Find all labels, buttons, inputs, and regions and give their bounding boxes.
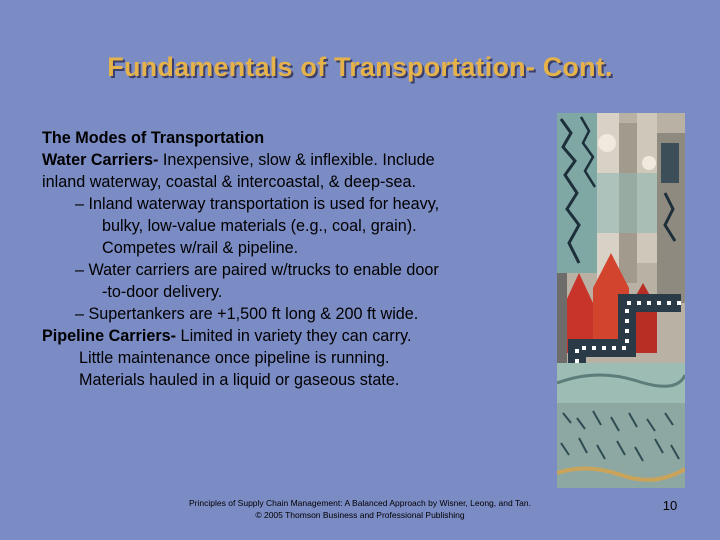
body-line-6-text: Competes w/rail & pipeline. (102, 239, 299, 257)
illustration-svg (557, 113, 685, 488)
body-line-6 (42, 237, 562, 259)
body-line-1-bold: The Modes of Transportation (42, 129, 265, 147)
body-line-10-bold: Pipeline Carriers- (42, 327, 177, 345)
footer-line-2: © 2005 Thomson Business and Professional Publishing (255, 510, 465, 520)
body-line-3-text: inland waterway, coastal & intercoastal, & deep-sea. (42, 173, 417, 191)
body-line-1 (42, 127, 562, 149)
body-line-9 (42, 303, 562, 325)
body-line-2-bold: Water Carriers- (42, 151, 159, 169)
body-line-7 (42, 259, 562, 281)
body-line-7-text: – Water carriers are paired w/trucks to enable door (75, 261, 439, 279)
body-line-9-text: – Supertankers are +1,500 ft long & 200 ft wide. (75, 305, 419, 323)
slide-body (42, 127, 562, 391)
body-line-8-text: -to-door delivery. (102, 283, 223, 301)
body-line-5-text: bulky, low-value materials (e.g., coal, grain). (102, 217, 417, 235)
body-line-10-text: Limited in variety they can carry. (176, 327, 412, 345)
footer-citation (120, 497, 600, 521)
body-line-2 (42, 149, 562, 171)
slide-title: Fundamentals of Transportation- Cont. (107, 52, 613, 82)
body-line-11 (42, 347, 562, 369)
page-number: 10 (662, 498, 678, 513)
body-line-4 (42, 193, 562, 215)
body-line-11-text: Little maintenance once pipeline is running. (79, 349, 390, 367)
body-line-3 (42, 171, 562, 193)
body-line-12 (42, 369, 562, 391)
body-line-2-text: Inexpensive, slow & inflexible. Include (158, 151, 435, 169)
body-line-4-text: – Inland waterway transportation is used for heavy, (75, 195, 440, 213)
body-line-12-text: Materials hauled in a liquid or gaseous state. (79, 371, 400, 389)
body-line-8 (42, 281, 562, 303)
body-line-5 (42, 215, 562, 237)
body-line-10 (42, 325, 562, 347)
footer-line-1: Principles of Supply Chain Management: A Balanced Approach by Wisner, Leong, and Tan. (189, 498, 531, 508)
industrial-landscape-illustration (557, 113, 685, 488)
